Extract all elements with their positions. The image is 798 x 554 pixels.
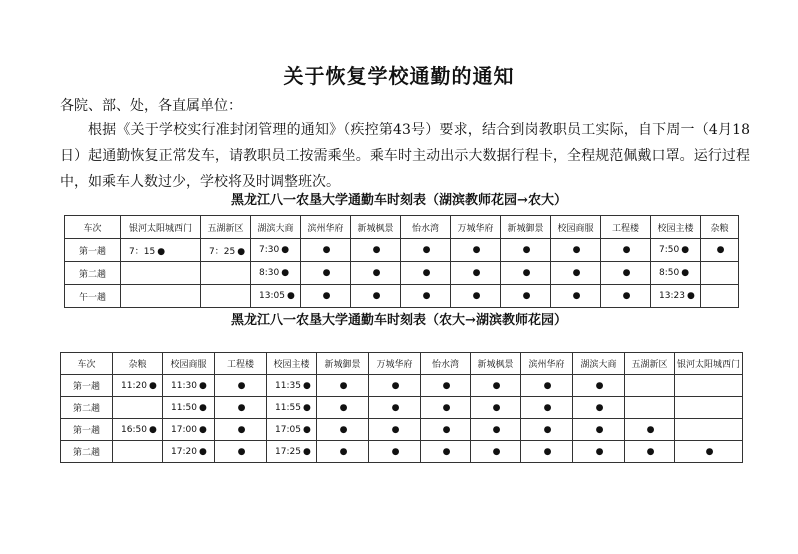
timetable-2-cell [113, 441, 163, 463]
timetable-2-cell [471, 419, 521, 441]
stop-dot-icon: ● [198, 402, 207, 413]
stop-dot-icon: ● [198, 424, 207, 435]
timetable-1-header-row [65, 216, 739, 239]
timetable-2-cell [675, 375, 743, 397]
stop-dot-icon: ● [543, 380, 552, 391]
timetable-1-column-header: 五湖新区 [201, 216, 251, 239]
timetable-2-departure-time: 11:20 [121, 380, 147, 391]
timetable-1-cell [651, 285, 701, 308]
stop-dot-icon: ● [422, 291, 431, 301]
timetable-2-row [61, 441, 743, 463]
stop-dot-icon: ● [286, 291, 295, 301]
timetable-2-cell [421, 397, 471, 419]
timetable-2-cell [675, 441, 743, 463]
timetable-2-row [61, 419, 743, 441]
timetable-1-cell [501, 239, 551, 262]
timetable-2-cell [267, 419, 317, 441]
timetable-1-cell [301, 239, 351, 262]
stop-dot-icon: ● [322, 291, 331, 301]
stop-dot-icon: ● [339, 402, 348, 413]
stop-dot-icon: ● [492, 446, 501, 457]
stop-dot-icon: ● [302, 402, 311, 413]
stop-dot-icon: ● [543, 402, 552, 413]
timetable-2-cell [521, 397, 573, 419]
timetable-2-cell [163, 441, 215, 463]
timetable-2-cell [573, 441, 625, 463]
timetable-2-row [61, 397, 743, 419]
timetable-1-column-header: 滨州华府 [301, 216, 351, 239]
timetable-1-cell [201, 239, 251, 262]
stop-dot-icon: ● [442, 380, 451, 391]
timetable-2-cell [113, 375, 163, 397]
stop-dot-icon: ● [705, 446, 714, 457]
stop-dot-icon: ● [646, 446, 655, 457]
timetable-2-cell [113, 397, 163, 419]
timetable-2-cell [317, 375, 369, 397]
stop-dot-icon: ● [442, 424, 451, 435]
timetable-2-cell [625, 397, 675, 419]
stop-dot-icon: ● [522, 245, 531, 255]
timetable-2-cell [369, 441, 421, 463]
stop-dot-icon: ● [622, 245, 631, 255]
timetable-1-row-label: 第一趟 [65, 239, 121, 262]
timetable-2-cell [625, 375, 675, 397]
timetable-1-cell [651, 262, 701, 285]
timetable-2-column-header: 校园商服 [163, 353, 215, 375]
timetable-2-column-header: 工程楼 [215, 353, 267, 375]
timetable-1-cell [601, 262, 651, 285]
timetable-2-row-label: 第二趟 [61, 441, 113, 463]
stop-dot-icon: ● [391, 402, 400, 413]
timetable-2-cell [317, 441, 369, 463]
stop-dot-icon: ● [237, 246, 246, 257]
stop-dot-icon: ● [595, 402, 604, 413]
timetable-2-cell [421, 441, 471, 463]
stop-dot-icon: ● [157, 246, 166, 257]
timetable-2-departure-time: 17:25 [275, 446, 301, 457]
timetable-2-cell [215, 375, 267, 397]
stop-dot-icon: ● [716, 245, 725, 255]
stop-dot-icon: ● [681, 268, 690, 278]
stop-dot-icon: ● [595, 446, 604, 457]
timetable-2-departure-time: 11:50 [171, 402, 197, 413]
timetable-1-departure-time: 8:50 [659, 268, 680, 278]
stop-dot-icon: ● [522, 268, 531, 278]
timetable-2-cell [163, 397, 215, 419]
timetable-1-departure-time: 7:50 [659, 245, 680, 255]
timetable-1-column-header: 万城华府 [451, 216, 501, 239]
timetable-2-column-header: 五湖新区 [625, 353, 675, 375]
timetable-1-column-header: 杂粮 [701, 216, 739, 239]
stop-dot-icon: ● [572, 245, 581, 255]
timetable-1-cell [121, 262, 201, 285]
timetable-2-column-header: 车次 [61, 353, 113, 375]
timetable-2-cell [215, 419, 267, 441]
stop-dot-icon: ● [281, 245, 290, 255]
timetable-1-departure-time: 13:23 [659, 291, 685, 301]
stop-dot-icon: ● [492, 380, 501, 391]
stop-dot-icon: ● [595, 380, 604, 391]
timetable-1-departure-time: 8:30 [259, 268, 280, 278]
timetable-2-cell [573, 375, 625, 397]
stop-dot-icon: ● [646, 424, 655, 435]
timetable-2-cell [471, 375, 521, 397]
timetable-2-column-header: 银河太阳城西门 [675, 353, 743, 375]
timetable-2-cell [421, 419, 471, 441]
stop-dot-icon: ● [339, 380, 348, 391]
stop-dot-icon: ● [198, 380, 207, 391]
timetable-2-cell [675, 419, 743, 441]
stop-dot-icon: ● [391, 446, 400, 457]
stop-dot-icon: ● [372, 291, 381, 301]
stop-dot-icon: ● [572, 268, 581, 278]
timetable-2-cell [215, 397, 267, 419]
timetable-1-cell [651, 239, 701, 262]
timetable-1-title: 黑龙江八一农垦大学通勤车时刻表（湖滨教师花园→农大） [231, 193, 567, 208]
timetable-2-row-label: 第一趟 [61, 375, 113, 397]
timetable-2-cell [267, 441, 317, 463]
timetable-1-cell [201, 285, 251, 308]
stop-dot-icon: ● [472, 245, 481, 255]
notice-title: 关于恢复学校通勤的通知 [283, 64, 515, 88]
timetable-1-row [65, 285, 739, 308]
timetable-2-cell [369, 419, 421, 441]
stop-dot-icon: ● [281, 268, 290, 278]
stop-dot-icon: ● [302, 424, 311, 435]
stop-dot-icon: ● [148, 380, 157, 391]
timetable-1-cell [201, 262, 251, 285]
timetable-2-column-header: 新城枫景 [471, 353, 521, 375]
timetable-2-cell [521, 441, 573, 463]
timetable-2-cell [521, 375, 573, 397]
timetable-2-cell [625, 441, 675, 463]
timetable-2-cell [163, 375, 215, 397]
timetable-1-column-header: 湖滨大商 [251, 216, 301, 239]
stop-dot-icon: ● [302, 380, 311, 391]
timetable-2-cell [573, 419, 625, 441]
timetable-2-row [61, 375, 743, 397]
timetable-1-cell [451, 262, 501, 285]
timetable-2-cell [369, 375, 421, 397]
timetable-1-cell [601, 239, 651, 262]
timetable-1-cell [401, 262, 451, 285]
timetable-1-cell [251, 262, 301, 285]
timetable-1-cell [551, 285, 601, 308]
timetable-1-cell [451, 239, 501, 262]
stop-dot-icon: ● [148, 424, 157, 435]
timetable-1-column-header: 银河太阳城西门 [121, 216, 201, 239]
timetable-2-departure-time: 11:55 [275, 402, 301, 413]
timetable-1-cell [701, 262, 739, 285]
timetable-1-cell [121, 285, 201, 308]
timetable-2-departure-time: 11:30 [171, 380, 197, 391]
timetable-1-column-header: 车次 [65, 216, 121, 239]
stop-dot-icon: ● [339, 424, 348, 435]
timetable-1-column-header: 新城御景 [501, 216, 551, 239]
stop-dot-icon: ● [422, 245, 431, 255]
stop-dot-icon: ● [622, 268, 631, 278]
timetable-2-cell [471, 397, 521, 419]
timetable-1-departure-time: 13:05 [259, 291, 285, 301]
timetable-1-cell [551, 239, 601, 262]
stop-dot-icon: ● [622, 291, 631, 301]
timetable-2-cell [267, 397, 317, 419]
timetable-2-header-row [61, 353, 743, 375]
timetable-2-departure-time: 17:00 [171, 424, 197, 435]
stop-dot-icon: ● [322, 245, 331, 255]
stop-dot-icon: ● [572, 291, 581, 301]
timetable-1 [64, 215, 739, 308]
timetable-2-cell [317, 397, 369, 419]
stop-dot-icon: ● [198, 446, 207, 457]
timetable-1-departure-time: 7：25 [209, 246, 236, 257]
timetable-2-column-header: 怡水湾 [421, 353, 471, 375]
stop-dot-icon: ● [237, 446, 246, 457]
timetable-1-column-header: 校园商服 [551, 216, 601, 239]
stop-dot-icon: ● [442, 402, 451, 413]
timetable-1-departure-time: 7:30 [259, 245, 280, 255]
timetable-1-column-header: 怡水湾 [401, 216, 451, 239]
timetable-2-cell [675, 397, 743, 419]
stop-dot-icon: ● [472, 291, 481, 301]
timetable-1-cell [551, 262, 601, 285]
stop-dot-icon: ● [237, 424, 246, 435]
timetable-1-cell [601, 285, 651, 308]
timetable-1-cell [351, 285, 401, 308]
stop-dot-icon: ● [472, 268, 481, 278]
timetable-2-cell [215, 441, 267, 463]
timetable-2-column-header: 湖滨大商 [573, 353, 625, 375]
timetable-1-cell [301, 262, 351, 285]
timetable-2-cell [317, 419, 369, 441]
stop-dot-icon: ● [322, 268, 331, 278]
timetable-2-cell [573, 397, 625, 419]
timetable-1-row [65, 262, 739, 285]
stop-dot-icon: ● [391, 424, 400, 435]
timetable-1-cell [701, 239, 739, 262]
stop-dot-icon: ● [237, 380, 246, 391]
timetable-2-departure-time: 16:50 [121, 424, 147, 435]
stop-dot-icon: ● [686, 291, 695, 301]
timetable-2-departure-time: 11:35 [275, 380, 301, 391]
timetable-2-row-label: 第一趟 [61, 419, 113, 441]
timetable-1-cell [301, 285, 351, 308]
timetable-2-column-header: 新城御景 [317, 353, 369, 375]
timetable-2-column-header: 滨州华府 [521, 353, 573, 375]
stop-dot-icon: ● [492, 424, 501, 435]
timetable-1-cell [351, 262, 401, 285]
timetable-1-cell [451, 285, 501, 308]
stop-dot-icon: ● [339, 446, 348, 457]
salutation: 各院、部、处，各直属单位： [60, 98, 242, 114]
timetable-2-row-label: 第二趟 [61, 397, 113, 419]
timetable-2-cell [267, 375, 317, 397]
timetable-2-departure-time: 17:05 [275, 424, 301, 435]
timetable-1-row-label: 午一趟 [65, 285, 121, 308]
timetable-2-departure-time: 17:20 [171, 446, 197, 457]
stop-dot-icon: ● [595, 424, 604, 435]
timetable-1-cell [401, 239, 451, 262]
timetable-1-column-header: 新城枫景 [351, 216, 401, 239]
timetable-2-cell [113, 419, 163, 441]
timetable-2-cell [421, 375, 471, 397]
timetable-2-cell [625, 419, 675, 441]
timetable-2-cell [163, 419, 215, 441]
stop-dot-icon: ● [302, 446, 311, 457]
timetable-1-cell [121, 239, 201, 262]
timetable-1-row-label: 第二趟 [65, 262, 121, 285]
timetable-2-cell [521, 419, 573, 441]
stop-dot-icon: ● [522, 291, 531, 301]
stop-dot-icon: ● [237, 402, 246, 413]
timetable-2-column-header: 校园主楼 [267, 353, 317, 375]
timetable-1-cell [701, 285, 739, 308]
timetable-1-cell [501, 262, 551, 285]
timetable-1-column-header: 校园主楼 [651, 216, 701, 239]
timetable-2-cell [369, 397, 421, 419]
timetable-1-departure-time: 7：15 [129, 246, 156, 257]
timetable-2-title: 黑龙江八一农垦大学通勤车时刻表（农大→湖滨教师花园） [231, 313, 567, 328]
stop-dot-icon: ● [442, 446, 451, 457]
timetable-1-column-header: 工程楼 [601, 216, 651, 239]
timetable-1-row [65, 239, 739, 262]
stop-dot-icon: ● [543, 424, 552, 435]
stop-dot-icon: ● [391, 380, 400, 391]
timetable-1-cell [251, 285, 301, 308]
stop-dot-icon: ● [372, 268, 381, 278]
timetable-2-column-header: 万城华府 [369, 353, 421, 375]
timetable-2-column-header: 杂粮 [113, 353, 163, 375]
timetable-1-cell [251, 239, 301, 262]
timetable-2 [60, 352, 743, 463]
stop-dot-icon: ● [422, 268, 431, 278]
stop-dot-icon: ● [492, 402, 501, 413]
stop-dot-icon: ● [372, 245, 381, 255]
timetable-1-cell [401, 285, 451, 308]
stop-dot-icon: ● [681, 245, 690, 255]
timetable-1-cell [351, 239, 401, 262]
timetable-2-cell [471, 441, 521, 463]
timetable-1-cell [501, 285, 551, 308]
stop-dot-icon: ● [543, 446, 552, 457]
notice-body: 根据《关于学校实行准封闭管理的通知》（疾控第43号）要求，结合到岗教职员工实际，自下周一（4月18日）起通勤恢复正常发车，请教职员工按需乘坐。乘车时主动出示大数据行程卡，全程规范佩戴口罩。运行过程中，如乘车人数过少，学校将及时调整班次。 [60, 122, 750, 190]
